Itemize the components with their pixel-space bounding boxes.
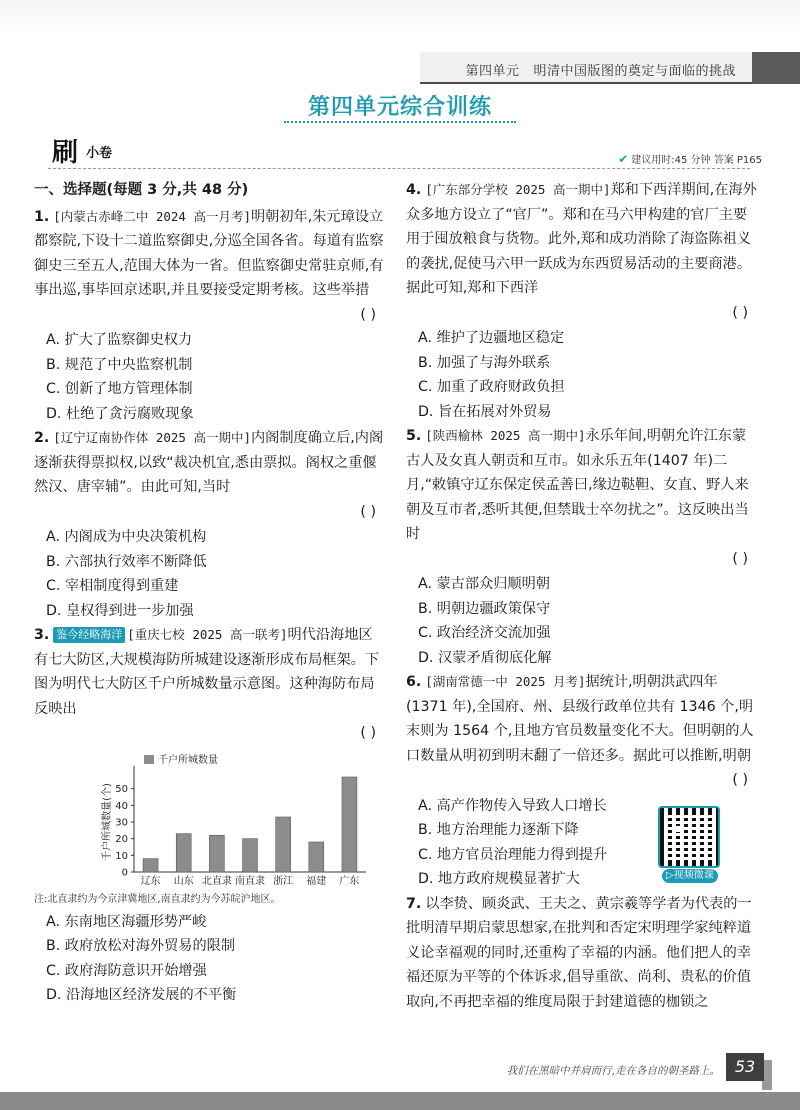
question-stem: 永乐年间,明朝允许江东蒙古人及女真人朝贡和互市。如永乐五年(1407 年)二月,“敕镇守辽东保定侯孟善曰,缘边鞑靼、女直、野人来朝及互市者,悉听其便,但禁戢士卒勿扰之”。这反映出当时 — [406, 428, 749, 542]
option-c[interactable]: C. 政府海防意识开始增强 — [46, 962, 207, 979]
answer-blank[interactable]: ( ) — [360, 503, 376, 520]
unit-header — [465, 60, 736, 79]
question-source: [内蒙古赤峰二中 2024 高一月考] — [53, 208, 251, 224]
x-tick-label: 南直隶 — [235, 875, 265, 887]
option-b[interactable]: B. 六部执行效率不断降低 — [46, 553, 207, 570]
right-column — [406, 178, 758, 1015]
question-5 — [406, 424, 758, 571]
option-b[interactable]: B. 地方治理能力逐渐下降 — [418, 822, 579, 838]
legend-swatch — [144, 755, 154, 764]
x-tick-label: 山东 — [173, 875, 194, 887]
question-number: 3. — [34, 627, 50, 643]
unit-title: 明清中国版图的奠定与面临的挑战 — [533, 64, 736, 79]
answer-blank[interactable]: ( ) — [732, 772, 748, 788]
answer-blank[interactable]: ( ) — [360, 725, 376, 741]
option-d[interactable]: D. 旨在拓展对外贸易 — [418, 403, 552, 420]
header-tab — [752, 52, 800, 84]
x-tick-label: 浙江 — [273, 875, 294, 887]
question-stem: 据统计,明朝洪武四年(1371 年),全国府、州、县级行政单位共有 1346 个,明末则为 1564 个,且地方官员数量变化不大。但明朝的人口数量从明初到明末翻了一倍还多。据此可以推断,明朝 — [406, 674, 754, 764]
question-1 — [34, 205, 386, 328]
option-b[interactable]: B. 明朝边疆政策保守 — [418, 600, 551, 617]
time-note — [618, 151, 762, 166]
y-tick-label: 30 — [115, 817, 128, 828]
footer-quote: 我们在黑暗中并肩而行,走在各自的朝圣路上。 — [506, 1065, 720, 1077]
bar-2 — [176, 833, 191, 871]
option-d[interactable]: D. 杜绝了贪污腐败现象 — [46, 405, 194, 422]
option-c[interactable]: C. 地方官员治理能力得到提升 — [418, 846, 608, 863]
qr-code[interactable] — [658, 806, 720, 868]
question-2 — [34, 426, 386, 524]
chart-note: 注:北直隶约为今京津冀地区,南直隶约为今苏皖沪地区。 — [34, 893, 281, 905]
answer-blank[interactable]: ( ) — [732, 550, 748, 567]
x-tick-label: 福建 — [306, 875, 327, 887]
section-heading: 一、选择题(每题 3 分,共 48 分) — [34, 182, 249, 198]
question-stem: 明代沿海地区有七大防区,大规模海防所城建设逐渐形成布局框架。下图为明代七大防区千户所城数量示意图。这种海防布局反映出 — [34, 627, 380, 717]
question-source: [广东部分学校 2025 高一期中] — [425, 182, 611, 197]
top-strip — [0, 0, 800, 34]
question-7 — [406, 892, 758, 1015]
legend-label: 千户所城数量 — [158, 754, 218, 766]
option-c[interactable]: C. 政治经济交流加强 — [418, 625, 551, 641]
topic-tag: 鉴今经略海洋 — [53, 627, 125, 643]
y-tick-label: 0 — [121, 867, 128, 878]
option-b[interactable]: B. 规范了中央监察机制 — [46, 356, 193, 373]
bar-3 — [209, 835, 224, 872]
option-a[interactable]: A. 东南地区海疆形势严峻 — [46, 913, 207, 930]
y-axis-label: 千户所城数量(个) — [102, 782, 113, 861]
y-tick-label: 20 — [115, 833, 128, 845]
check-icon: ✔ — [618, 152, 629, 166]
badge-divider — [48, 168, 750, 169]
shua-badge: 刷 — [52, 138, 79, 168]
page-title: 第四单元综合训练 — [307, 95, 492, 120]
question-number: 5. — [406, 428, 422, 444]
x-tick-label: 辽东 — [140, 875, 161, 887]
question-4 — [406, 178, 758, 325]
qr-pattern — [666, 814, 712, 860]
x-tick-label: 广东 — [339, 875, 360, 887]
question-stem: 以李贽、顾炎武、王夫之、黄宗羲等学者为代表的一批明清早期启蒙思想家,在批判和否定宋明理学家纯粹道义论幸福观的同时,还重构了幸福的内涵。他们把人的幸福还原为平等的个体诉求,倡导重欲、尚利、贵私的价值取向,不再把幸福的维度局限于封建道德的枷锁之 — [406, 895, 752, 1010]
question-source: [湖南常德一中 2025 月考] — [425, 674, 586, 689]
chart-svg — [34, 750, 386, 890]
question-6 — [406, 670, 758, 793]
option-d[interactable]: D. 地方政府规模显著扩大 — [418, 871, 580, 887]
question-stem: 内阁制度确立后,内阁逐渐获得票拟权,以致“裁决机宜,悉由票拟。阁权之重偃然汉、唐宰辅”。由此可知,当时 — [34, 430, 384, 495]
bottom-bar — [0, 1092, 800, 1110]
answer-blank[interactable]: ( ) — [732, 304, 748, 321]
question-3 — [34, 623, 386, 746]
left-column — [34, 178, 386, 1008]
answer-blank[interactable]: ( ) — [360, 306, 376, 323]
bar-1 — [143, 858, 158, 871]
question-number: 1. — [34, 208, 50, 225]
question-source: [辽宁辽南协作体 2025 高一期中] — [53, 430, 251, 445]
bar-6 — [309, 842, 324, 872]
option-a[interactable]: A. 扩大了监察御史权力 — [46, 332, 193, 348]
question-source: [陕西榆林 2025 高一期中] — [425, 428, 586, 443]
option-b[interactable]: B. 政府放松对海外贸易的限制 — [46, 938, 236, 954]
y-tick-label: 10 — [115, 850, 128, 862]
y-tick-label: 50 — [115, 783, 128, 795]
option-a[interactable]: A. 维护了边疆地区稳定 — [418, 330, 565, 346]
bar-chart — [34, 750, 386, 890]
option-b[interactable]: B. 加强了与海外联系 — [418, 354, 551, 371]
page-number: 53 — [726, 1053, 764, 1081]
bar-4 — [243, 838, 258, 871]
video-lesson-label[interactable]: ▷视频微课 — [662, 869, 718, 883]
question-number: 2. — [34, 430, 50, 446]
option-a[interactable]: A. 高产作物传入导致人口增长 — [418, 797, 607, 814]
x-tick-label: 北直隶 — [201, 875, 232, 887]
unit-label: 第四单元 — [465, 64, 520, 79]
question-source: [重庆七校 2025 高一联考] — [127, 627, 288, 642]
option-c[interactable]: C. 宰相制度得到重建 — [46, 578, 179, 594]
question-stem: 明朝初年,朱元璋设立都察院,下设十二道监察御史,分巡全国各省。每道有监察御史三至五人,范围大体为一省。但监察御史常驻京师,有事出巡,事毕回京述职,并且要接受定期考核。这些举措 — [34, 208, 384, 298]
option-d[interactable]: D. 汉蒙矛盾彻底化解 — [418, 649, 552, 666]
option-d[interactable]: D. 沿海地区经济发展的不平衡 — [46, 987, 237, 1003]
option-a[interactable]: A. 蒙古部众归顺明朝 — [418, 576, 550, 592]
question-number: 7. — [406, 895, 422, 912]
question-number: 6. — [406, 674, 422, 690]
y-tick-label: 40 — [115, 800, 128, 812]
option-d[interactable]: D. 皇权得到进一步加强 — [46, 602, 194, 619]
time-note-text: 建议用时:45 分钟 答案 P165 — [631, 155, 762, 166]
xiaojuan-label: 小卷 — [86, 146, 113, 161]
question-number: 4. — [406, 182, 422, 198]
bar-5 — [276, 817, 291, 872]
bar-7 — [342, 777, 357, 872]
option-a[interactable]: A. 内阁成为中央决策机构 — [46, 529, 207, 545]
option-c[interactable]: C. 加重了政府财政负担 — [418, 379, 565, 395]
option-c[interactable]: C. 创新了地方管理体制 — [46, 381, 193, 397]
title-underline — [284, 121, 516, 123]
question-stem: 郑和下西洋期间,在海外众多地方设立了“官厂”。郑和在马六甲构建的官厂主要用于囤放粮食与货物。此外,郑和成功消除了海盗陈祖义的袭扰,促使马六甲一跃成为东西贸易活动的主要商港。据此可知,郑和下西洋 — [406, 182, 757, 296]
